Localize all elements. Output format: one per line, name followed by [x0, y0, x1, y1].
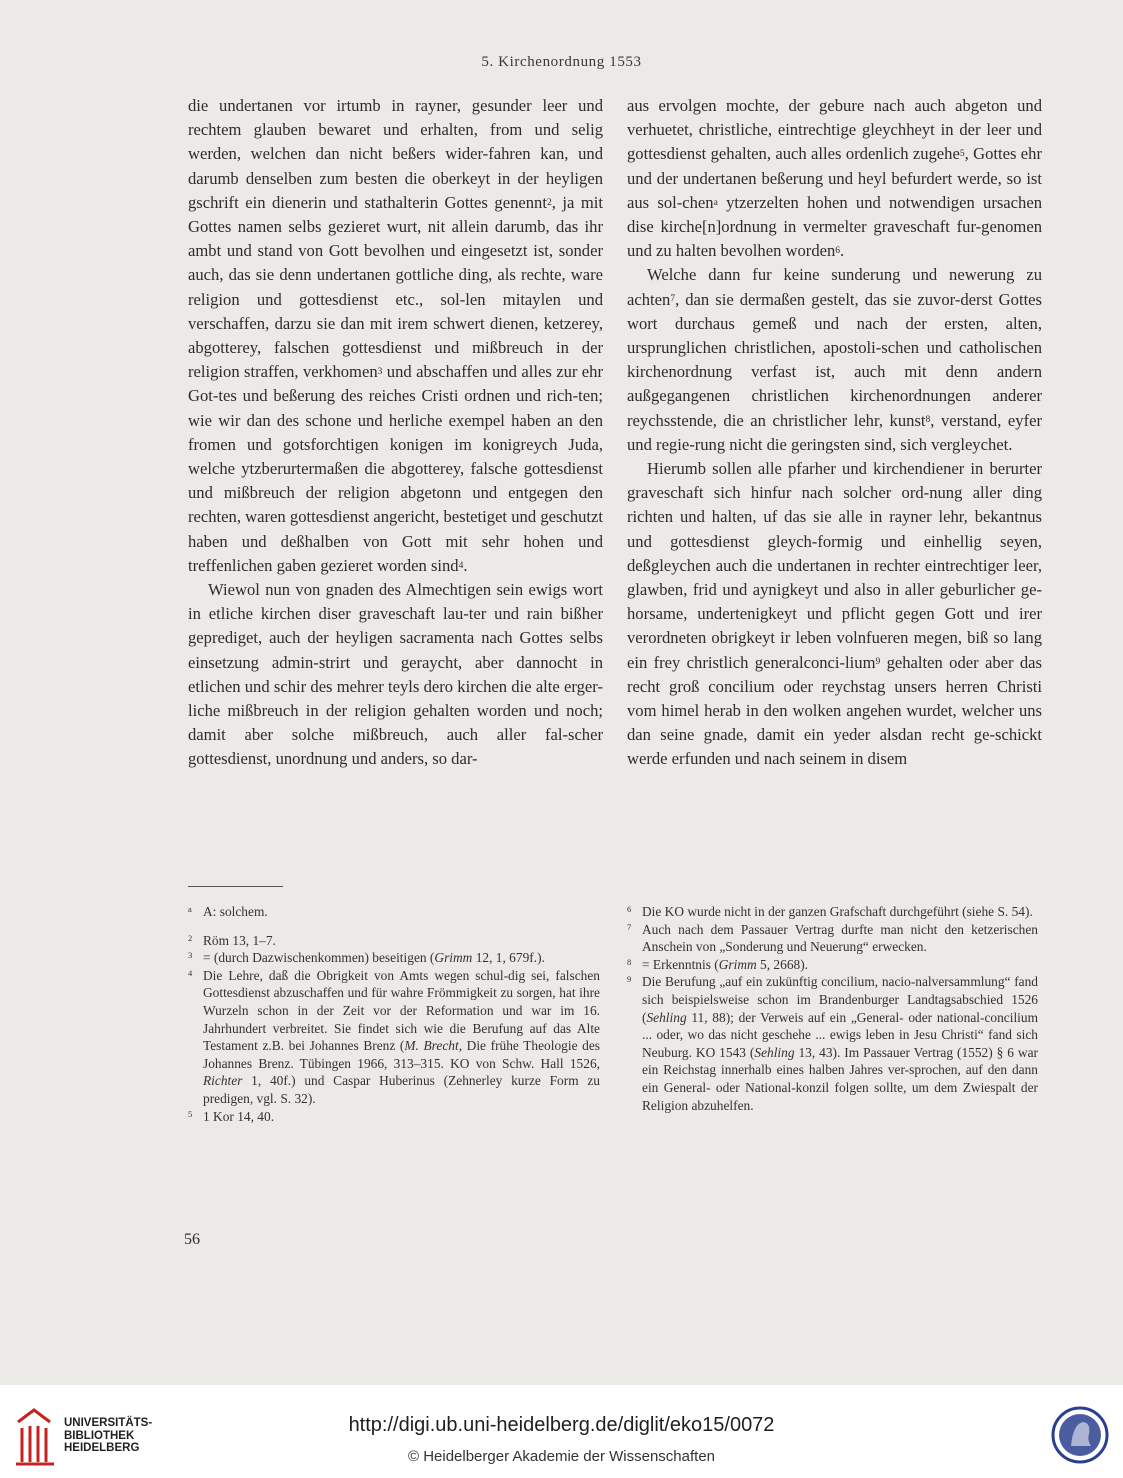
footnote: 2 Röm 13, 1–7. [188, 932, 276, 948]
paragraph: Wiewol nun von gnaden des Almechtigen sein ewigs wort in etliche kirchen diser graveschaft lau-ter und rain bißher geprediget, auch der heyligen sacramenta nach Gottes selbs einsetzung admin-strirt und geraycht, aber dannocht in etlichen und schir des mehrer teyls dero kirchen die alte erger-liche mißbreuch in der religion gehalten worden und noch; damit aber solche mißbreuch, auch aller fal-scher gottesdienst, unordnung und anders, so dar- [188, 580, 603, 769]
academy-seal-icon[interactable] [1051, 1406, 1109, 1464]
library-name: UNIVERSITÄTS- BIBLIOTHEK HEIDELBERG [64, 1417, 153, 1454]
footnote-ref[interactable]: 9 [875, 657, 881, 668]
page-number: 56 [184, 1231, 200, 1248]
footnote-ref[interactable]: 3 [377, 366, 383, 377]
paragraph: aus ervolgen mochte, der gebure nach auch abgeton und verhuetet, christliche, eintrechtige gleychheyt in der leer und gottesdienst gehalten, auch alles ordenlich zugehe$^5$, Gottes ehr und der undertanen beßerung und heyl befurdert werde, so ist aus sol-chen$^a$ ytzerzelten hohen und notwendigen ursachen dise kirche[n]ordnung in vermelter graveschaft fur-genomen und zu halten bevolhen worden$^6$. [627, 96, 1042, 261]
paragraph: Welche dann fur keine sunderung und newerung zu achten$^7$, dan sie dermaßen gestelt, das sie zuvor-derst Gottes wort durchaus gemeß und nach der ersten, alten, ursprunglichen christlichen, apostoli-schen und catholischen kirchenordnung verfast ist, auch mit denn andern außgegangenen christlichen kirchenordnungen anderer reychsstende, die an christlicher lehr, kunst$^8$, verstand, eyfer und regie-rung nicht die geringsten sind, sich vergleychet. [627, 265, 1042, 454]
left-text-column [188, 94, 603, 772]
footnote: 6 Die KO wurde nicht in der ganzen Grafschaft durchgeführt (siehe S. 54). [627, 904, 1033, 919]
footnotes-left [188, 903, 600, 1125]
footnote-ref[interactable]: 8 [925, 415, 931, 426]
running-header: 5. Kirchenordnung 1553 [481, 54, 642, 70]
footnote: 3 = (durch Dazwischenkommen) beseitigen (Grimm 12, 1, 679f.). [188, 950, 545, 966]
footnote: 9 Die Berufung „auf ein zukünftig concilium, nacio-nalversammlung“ fand sich beispielsweise schon im Brandenburger Landtagsabschied 1526 (Sehling 11, 88); der Verweis auf ein „General- oder national-concilium ... oder, wo das nicht geschehe ... ewigs leben in Jesu Christi“ fand sich Neuburg. KO 1543 (Sehling 13, 43). Im Passauer Vertrag (1552) § 6 war ein Reichstag innerhalb eines halben Jahres ver-sprochen, auf den dann ein General- oder National-konzil folgen sollte, um dem Zwiespalt der Religion abzuhelfen. [627, 974, 1038, 1113]
footnote-ref[interactable]: 2 [546, 197, 552, 208]
paragraph: die undertanen vor irtumb in rayner, gesunder leer und rechtem glauben bewaret und erhalten, from und selig werden, welchen dan nicht beßers wider-fahren kan, und darumb denselben zum besten die oberkeyt in der heyligen gschrift ein dienerin und stathalterin Gottes genennt$^2$, ja mit Gottes namen selbs gezieret wurt, nit allein darumb, das ihr ambt und stand von Gott bevolhen und eingesetzt ist, sonder auch, das sie denn undertanen gottliche ding, als rechte, ware religion und gottesdienst etc., sol-len mitaylen und verschaffen, darzu sie dan mit irem schwert dienen, ketzerey, abgotterey, falschen gottesdienst und mißbreuch in der religion straffen, verkhomen$^3$ und abschaffen und alles zur ehr Got-tes und beßerung des reiches Cristi ordnen und rich-ten; wie wir dan des schone und herliche exempel haben an den fromen und gotsforchtigen konigen im konigreych Juda, welche ytzberurtermaßen die abgotterey, falsche gottesdienst und mißbreuch der religion abgetonn und entgegen den rechten, waren gottesdienst angericht, bestetiget und geschutzt haben und deßhalben von Gott mit sehr hohen und treffenlichen gaben gezieret worden sind$^4$. [188, 96, 603, 575]
footnote-ref[interactable]: 7 [670, 294, 676, 305]
footnote-divider [188, 886, 283, 887]
footnote: 7 Auch nach dem Passauer Vertrag durfte man nicht den ketzerischen Anschein von „Sonderung und Neuerung“ erwecken. [627, 921, 1038, 955]
footnote-ref[interactable]: a [713, 197, 718, 208]
permalink[interactable]: http://digi.ub.uni-heidelberg.de/diglit/eko15/0072 [348, 1414, 775, 1436]
footnote-ref[interactable]: 5 [959, 149, 965, 160]
right-text-column [627, 94, 1042, 772]
footnote-ref[interactable]: 6 [835, 245, 841, 256]
paragraph: Hierumb sollen alle pfarher und kirchendiener in berurter graveschaft sich hinfur nach solcher ord-nung aller ding richten und halten, uf das sie alle in rayner lehr, bekantnus und gottesdienst gleych-formig und einhellig seyen, deßgleychen auch die undertanen in rechter eintrechtiger leer, glawben, frid und aynigkeyt und also in aller geburlicher ge-horsame, undertenigkeyt und pflicht gegen Gott und irer verordneten obrigkeyt ir leben volnfueren megen, biß so lang ein frey christlich generalconci-lium$^9$ gehalten oder aber das recht groß concilium oder reychstag unsers herren Christi vom himel herab in den wolken angehen wurdet, welcher uns dan seine gnade, damit ein yeder alsdan recht ge-schickt werde erfunden und nach seinem in disem [627, 459, 1043, 769]
copyright-notice: © Heidelberger Akademie der Wissenschaften [407, 1448, 716, 1465]
footnote: a A: solchem. [188, 904, 268, 919]
footnote-ref[interactable]: 4 [458, 560, 464, 571]
footnote: 8 = Erkenntnis (Grimm 5, 2668). [627, 956, 809, 972]
footnote: 5 1 Kor 14, 40. [188, 1108, 275, 1124]
footnotes-right [627, 903, 1038, 1114]
footnote: 4 Die Lehre, daß die Obrigkeit von Amts wegen schul-dig sei, falschen Gottesdienst abzuschaffen und für wahre Frömmigkeit zu sorgen, hat ihre Wurzeln schon in der Zeit vor der Reformation und war im 16. Jahrhundert verbreitet. Sie findet sich wie die Berufung auf das Alte Testament z.B. bei Johannes Brenz (M. Brecht, Die frühe Theologie des Johannes Brenz. Tübingen 1966, 313–315. KO von Schw. Hall 1526, Richter 1, 40f.) und Caspar Huberinus (Zehnerley kurze Form zu predigen, vgl. S. 32). [188, 967, 600, 1106]
